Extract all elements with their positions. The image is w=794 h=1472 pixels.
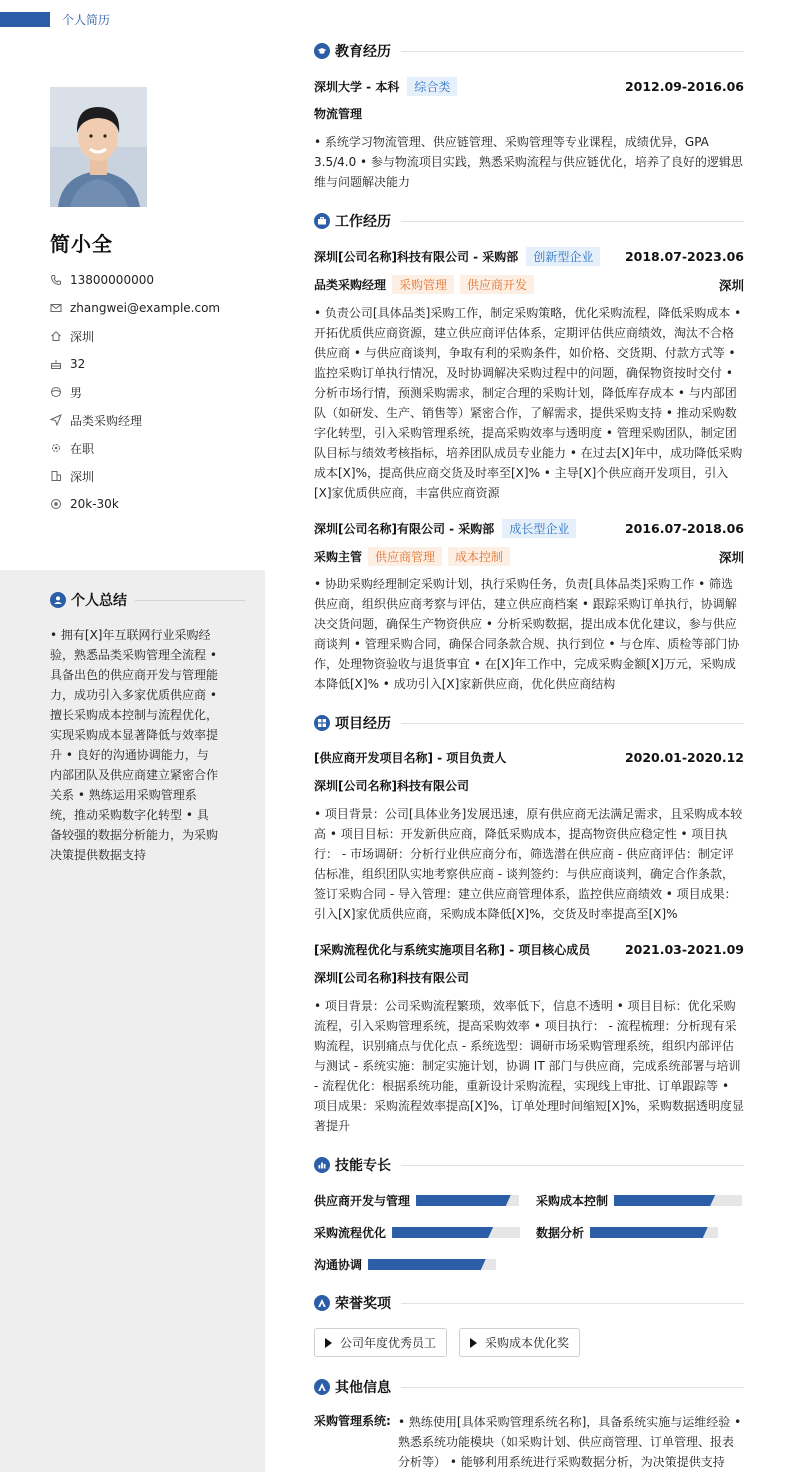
salary-icon [50,498,62,510]
other-heading [314,1377,744,1397]
divider [135,600,245,601]
award-label: 公司年度优秀员工 [340,1336,437,1350]
skill-bar-fill [590,1227,708,1238]
work-heading [314,211,744,231]
skill-bar-fill [392,1227,493,1238]
project-period: 2021.03-2021.09 [624,942,744,957]
info-position [50,406,260,434]
status-value: 在职 [70,441,95,456]
job-desc: • 协助采购经理制定采购计划，执行采购任务，负责[具体品类]采购工作 • 筛选供应商，组织供应商考察与评估，建立供应商档案 • 跟踪采购订单执行，协调解决交货问题，确保生产物资供应 • 分析采购数据，提出成本优化建议，参与供应商谈判 • 管理采购合同，确保合同条款合规、执行到位 • 与仓库、质检等部门协作，处理物资验收与退货事宜 • 在[X]年工作中，完成采购金额[X]万元，采购成本降低[X]% • 成功引入[X]家新供应商，优化供应商结构 [314,577,740,691]
chart-icon [314,1157,330,1173]
building-icon [50,470,62,482]
play-icon [470,1338,477,1348]
job-company: 深圳[公司名称]科技有限公司 - 采购部 [314,250,519,264]
candidate-name: 简小全 [50,232,113,256]
job-role: 采购主管 [314,550,363,564]
job-role: 品类采购经理 [314,278,387,292]
other-label: 采购管理系统: [314,1414,391,1428]
skill-bar-fill [614,1195,715,1206]
summary-heading [50,590,245,610]
award-label: 采购成本优化奖 [485,1336,570,1350]
status-icon [50,442,62,454]
info-salary [50,490,260,518]
job-row [314,247,744,266]
awards-heading [314,1293,744,1313]
home-icon [50,330,62,342]
other-text: • 熟练使用[具体采购管理系统名称]，具备系统实施与运维经验 • 熟悉系统功能模块（如采购计划、供应商管理、订单管理、报表分析等） • 能够利用系统进行采购数据分析，为决策提供支持 [398,1415,742,1469]
location-value: 深圳 [70,329,95,344]
skill-name: 采购流程优化 [314,1226,387,1240]
skill-item [536,1192,742,1209]
company-tag: 创新型企业 [526,247,600,266]
phone-icon [50,274,62,286]
project-period: 2020.01-2020.12 [624,750,744,765]
project-desc: • 项目背景：公司采购流程繁琐，效率低下，信息不透明 • 项目目标：优化采购流程，引入采购管理系统，提高采购效率 • 项目执行： - 流程梳理：分析现有采购流程，识别痛点与优化点 - 系统选型：调研市场采购管理系统，组织内部评估与测试 - 系统实施：制定实施计划，协调 IT 部门与供应商，完成系统部署与培训 - 流程优化：根据系统功能，重新设计采购流程，实现线上审批、订单跟踪等 • 项目成果：采购流程效率提高[X]%，订单处理时间缩短[X]%，采购数据透明度显著提升 [314,999,744,1133]
skill-bar [416,1195,519,1206]
project-company-row [314,777,744,794]
job-row [314,519,744,538]
divider [401,1165,744,1166]
divider [401,723,744,724]
project-row [314,941,744,958]
user-icon [50,592,66,608]
skill-bar [368,1259,496,1270]
summary-title: 个人总结 [71,593,127,609]
avatar-photo [50,87,147,207]
skill-bar [590,1227,718,1238]
project-desc: • 项目背景：公司[具体业务]发展迅速，原有供应商无法满足需求，且采购成本较高 • 项目目标：开发新供应商，降低采购成本，提高物资供应稳定性 • 项目执行： - 市场调研：分析行业供应商分布，筛选潜在供应商 - 供应商评估：制定评估标准，组织团队实地考察供应商 - 谈判签约：与供应商谈判，确定合作条款，签订采购合同 - 导入管理：建立供应商管理体系，监控供应商绩效 • 项目成果：引入[X]家优质供应商，采购成本降低[X]%，交货及时率提高至[X]% [314,807,743,921]
divider [401,1387,744,1388]
briefcase-icon [314,213,330,229]
job-city: 深圳 [718,277,744,293]
company-tag: 成长型企业 [502,519,576,538]
skill-name: 供应商开发与管理 [314,1194,411,1208]
project-name: [供应商开发项目名称] - 项目负责人 [314,751,507,765]
job-tag: 供应商开发 [460,275,534,294]
gender-value: 男 [70,385,83,400]
skill-item [314,1224,520,1241]
info-icon [314,1379,330,1395]
job-tag: 采购管理 [392,275,454,294]
age-value: 32 [70,357,86,371]
cake-icon [50,358,62,370]
major-row [314,105,744,122]
info-status [50,434,260,462]
project-company-row [314,969,744,986]
target-city-value: 深圳 [70,469,95,484]
email-value: zhangwei@example.com [70,301,221,315]
projects-title: 项目经历 [335,716,391,732]
header-title: 个人简历 [62,13,111,27]
info-phone [50,266,260,294]
job-company: 深圳[公司名称]有限公司 - 采购部 [314,522,495,536]
skill-name: 沟通协调 [314,1258,363,1272]
education-period: 2012.09-2016.06 [624,79,744,94]
project-company: 深圳[公司名称]科技有限公司 [314,971,469,985]
job-city: 深圳 [718,549,744,565]
job-period: 2016.07-2018.06 [624,521,744,536]
grid-icon [314,715,330,731]
job-tag: 供应商管理 [368,547,442,566]
info-location [50,322,260,350]
education-row [314,77,744,96]
divider [401,221,744,222]
education-heading [314,41,744,61]
skill-bar-fill [416,1195,511,1206]
project-name: [采购流程优化与系统实施项目名称] - 项目核心成员 [314,943,591,957]
skill-bar [614,1195,742,1206]
awards-title: 荣誉奖项 [335,1296,391,1312]
divider [401,1303,744,1304]
project-row [314,749,744,766]
info-age [50,350,260,378]
work-title: 工作经历 [335,214,391,230]
other-title: 其他信息 [335,1380,391,1396]
job-tag: 成本控制 [448,547,510,566]
job-desc: • 负责公司[具体品类]采购工作，制定采购策略，优化采购流程，降低采购成本 • 开拓优质供应商资源，建立供应商评估体系，定期评估供应商绩效，淘汰不合格供应商 • 与供应商谈判，争取有利的采购条件，如价格、交货期、付款方式等 • 监控采购订单执行情况，及时协调解决采购过程中的问题，确保物资按时交付 • 分析市场行情，预测采购需求，制定合理的采购计划，降低库存成本 • 与内部团队（如研发、生产、销售等）紧密合作，了解需求，提供采购支持 • 推动采购数字化转型，引入采购管理系统，提高采购效率与透明度 • 管理采购团队，制定团队目标与绩效考核指标，培养团队成员专业能力 • 在过去[X]年中，成功降低采购成本[X]%，提高供应商交货及时率至[X]% • 主导[X]个供应商开发项目，引入[X]家优质供应商，丰富供应商资源 [314,306,743,500]
graduation-cap-icon [314,43,330,59]
project-company: 深圳[公司名称]科技有限公司 [314,779,469,793]
avatar [50,87,147,207]
school-name: 深圳大学 - 本科 [314,80,400,94]
skills-title: 技能专长 [335,1158,391,1174]
mail-icon [50,302,62,314]
skill-item [536,1224,718,1241]
info-target-city [50,462,260,490]
education-title: 教育经历 [335,44,391,60]
skill-item [314,1192,519,1209]
job-period: 2018.07-2023.06 [624,249,744,264]
salary-value: 20k-30k [70,497,119,511]
skill-item [314,1256,496,1273]
major-name: 物流管理 [314,107,363,121]
skill-name: 采购成本控制 [536,1194,609,1208]
skill-bar-fill [368,1259,486,1270]
skill-bar [392,1227,520,1238]
info-gender [50,378,260,406]
award-icon [314,1295,330,1311]
skills-heading [314,1155,744,1175]
phone-value: 13800000000 [70,273,154,287]
award-item [459,1328,580,1357]
contact-info-list [50,266,260,518]
award-item [314,1328,447,1357]
projects-heading [314,713,744,733]
play-icon [325,1338,332,1348]
info-email [50,294,260,322]
send-icon [50,414,62,426]
education-desc: • 系统学习物流管理、供应链管理、采购管理等专业课程，成绩优异，GPA 3.5/4.0 • 参与物流项目实践，熟悉采购流程与供应链优化，培养了良好的逻辑思维与问题解决能力 [314,135,743,189]
job-role-row [314,547,744,566]
gender-icon [50,386,62,398]
skill-name: 数据分析 [536,1226,585,1240]
school-tag: 综合类 [407,77,457,96]
job-role-row [314,275,744,294]
header-accent-bar [0,12,50,27]
summary-text: • 拥有[X]年互联网行业采购经验，熟悉品类采购管理全流程 • 具备出色的供应商开发与管理能力，成功引入多家优质供应商 • 擅长采购成本控制与流程优化，实现采购成本显著降低与效率提升 • 良好的沟通协调能力，与内部团队及供应商建立紧密合作关系 • 熟练运用采购管理系统，推动采购数字化转型 • 具备较强的数据分析能力，为采购决策提供数据支持 [50,628,219,862]
position-value: 品类采购经理 [70,413,143,428]
divider [401,51,744,52]
